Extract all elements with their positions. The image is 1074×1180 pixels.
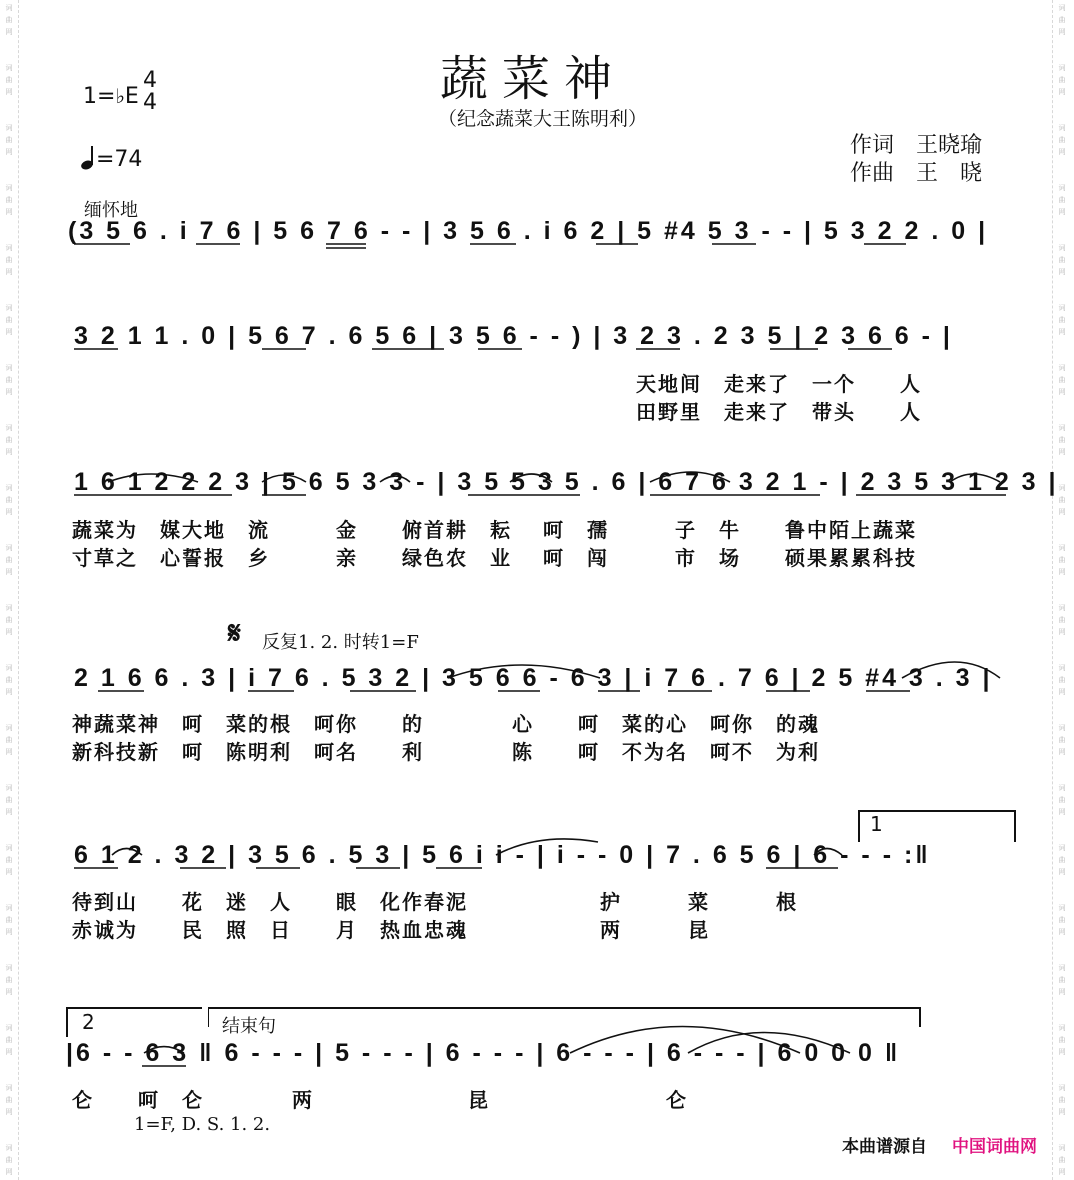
score-line-3: 1 6 1 2 2 2 3 | 5 6 5 3 3 - | 3 5 5 3 5 . 6 | 6 7 6 3 2 1 - | 2 3 5 3 1 2 3 | bbox=[74, 468, 1059, 496]
expression-mark: 缅怀地 bbox=[84, 200, 138, 221]
lyric-line-2: 田野里 走来了 带头 人 bbox=[636, 400, 922, 424]
time-top: 4 bbox=[143, 68, 157, 93]
watermark-mark: 词 曲 网 bbox=[5, 844, 13, 876]
watermark-mark: 词 曲 网 bbox=[5, 124, 13, 156]
watermark-mark: 词 曲 网 bbox=[5, 544, 13, 576]
watermark-mark: 词 曲 网 bbox=[1058, 304, 1066, 336]
watermark-mark: 词 曲 网 bbox=[1058, 364, 1066, 396]
watermark-mark: 词 曲 网 bbox=[5, 244, 13, 276]
watermark-mark: 词 曲 网 bbox=[1058, 724, 1066, 756]
footer-site-link[interactable]: 中国词曲网 bbox=[952, 1137, 1037, 1157]
lyric-line-6: 新科技新 呵 陈明利 呵名 利 陈 呵 不为名 呵不 为利 bbox=[72, 740, 820, 764]
watermark-mark: 词 曲 网 bbox=[5, 604, 13, 636]
watermark-mark: 词 曲 网 bbox=[5, 184, 13, 216]
watermark-mark: 词 曲 网 bbox=[1058, 664, 1066, 696]
watermark-mark: 词 曲 网 bbox=[1058, 1024, 1066, 1056]
watermark-mark: 词 曲 网 bbox=[1058, 484, 1066, 516]
lyric-line-8: 赤诚为 民 照 日 月 热血忠魂 两 昆 bbox=[72, 918, 710, 942]
watermark-mark: 词 曲 网 bbox=[5, 1144, 13, 1176]
watermark-mark: 词 曲 网 bbox=[1058, 964, 1066, 996]
watermark-mark: 词 曲 网 bbox=[1058, 844, 1066, 876]
score-line-6: |6 - - 6 3 ‖ 6 - - - | 5 - - - | 6 - - - | 6 - - - | 6 - - - | 6 0 0 0 ‖ bbox=[66, 1039, 901, 1067]
segno-icon: 𝄋 bbox=[228, 616, 241, 651]
score-line-5: 6 1 2 . 3 2 | 3 5 6 . 5 3 | 5 6 i i - | i - - 0 | 7 . 6 5 6 | 6 - - - :‖ bbox=[74, 841, 931, 869]
watermark-mark: 词 曲 网 bbox=[1058, 904, 1066, 936]
watermark-mark: 词 曲 网 bbox=[1058, 604, 1066, 636]
ds-instruction: 1=F, D. S. 1. 2. bbox=[134, 1114, 271, 1135]
lyric-line-5: 神蔬菜神 呵 菜的根 呵你 的 心 呵 菜的心 呵你 的魂 bbox=[72, 712, 820, 736]
watermark-mark: 词 曲 网 bbox=[1058, 1084, 1066, 1116]
lyricist-credit: 作词 王晓瑜 bbox=[850, 133, 983, 158]
volta-number-2: 2 bbox=[82, 1010, 95, 1034]
ending-label: 结束句 bbox=[222, 1016, 276, 1037]
watermark-mark: 词 曲 网 bbox=[1058, 64, 1066, 96]
watermark-mark: 词 曲 网 bbox=[5, 64, 13, 96]
watermark-mark: 词 曲 网 bbox=[5, 484, 13, 516]
watermark-mark: 词 曲 网 bbox=[5, 364, 13, 396]
tempo-value: =74 bbox=[96, 147, 143, 172]
repeat-instruction: 反复1. 2. 时转1=F bbox=[262, 632, 419, 653]
lyric-line-3: 蔬菜为 媒大地 流 金 俯首耕 耘 呵 孺 子 牛 鲁中陌上蔬菜 bbox=[72, 518, 917, 542]
watermark-mark: 词 曲 网 bbox=[1058, 4, 1066, 36]
watermark-mark: 词 曲 网 bbox=[5, 784, 13, 816]
watermark-mark: 词 曲 网 bbox=[5, 904, 13, 936]
watermark-mark: 词 曲 网 bbox=[1058, 184, 1066, 216]
watermark-mark: 词 曲 网 bbox=[5, 964, 13, 996]
score-line-4: 2 1 6 6 . 3 | i 7 6 . 5 3 2 | 3 5 6 6 - 6 3 | i 7 6 . 7 6 | 2 5 #4 3 . 3 | bbox=[74, 664, 993, 692]
watermark-mark: 词 曲 网 bbox=[5, 724, 13, 756]
lyric-line-7: 待到山 花 迷 人 眼 化作春泥 护 菜 根 bbox=[72, 890, 798, 914]
watermark-mark: 词 曲 网 bbox=[5, 4, 13, 36]
footer-source-label: 本曲谱源自 bbox=[842, 1137, 927, 1157]
lyric-line-9: 仑 呵 仑 两 昆 仑 bbox=[72, 1088, 688, 1112]
watermark-mark: 词 曲 网 bbox=[1058, 1144, 1066, 1176]
key-prefix: 1= bbox=[83, 84, 116, 109]
time-bottom: 4 bbox=[143, 90, 157, 115]
underline-marks bbox=[74, 244, 1006, 1066]
watermark-mark: 词 曲 网 bbox=[5, 304, 13, 336]
watermark-mark: 词 曲 网 bbox=[1058, 784, 1066, 816]
song-subtitle: （纪念蔬菜大王陈明利） bbox=[438, 108, 648, 130]
watermark-mark: 词 曲 网 bbox=[1058, 424, 1066, 456]
lyric-line-1: 天地间 走来了 一个 人 bbox=[636, 372, 922, 396]
song-title: 蔬菜神 bbox=[440, 51, 627, 107]
volta-number-1: 1 bbox=[870, 812, 883, 836]
watermark-mark: 词 曲 网 bbox=[5, 1024, 13, 1056]
lyric-line-4: 寸草之 心誓报 乡 亲 绿色农 业 呵 闯 市 场 硕果累累科技 bbox=[72, 546, 917, 570]
watermark-mark: 词 曲 网 bbox=[1058, 244, 1066, 276]
watermark-mark: 词 曲 网 bbox=[5, 664, 13, 696]
watermark-mark: 词 曲 网 bbox=[5, 424, 13, 456]
slur-marks bbox=[108, 472, 1000, 1053]
watermark-mark: 词 曲 网 bbox=[1058, 544, 1066, 576]
watermark-mark: 词 曲 网 bbox=[1058, 124, 1066, 156]
key-note: E bbox=[124, 84, 139, 109]
flat-icon: ♭ bbox=[115, 84, 125, 108]
watermark-mark: 词 曲 网 bbox=[5, 1084, 13, 1116]
score-line-2: 3 2 1 1 . 0 | 5 6 7 . 6 5 6 | 3 5 6 - - ) | 3 2 3 . 2 3 5 | 2 3 6 6 - | bbox=[74, 322, 953, 350]
score-line-1: (3 5 6 . i 7 6 | 5 6 7 6 - - | 3 5 6 . i 6 2 | 5 #4 5 3 - - | 5 3 2 2 . 0 | bbox=[68, 217, 989, 245]
composer-credit: 作曲 王 晓 bbox=[850, 161, 983, 186]
